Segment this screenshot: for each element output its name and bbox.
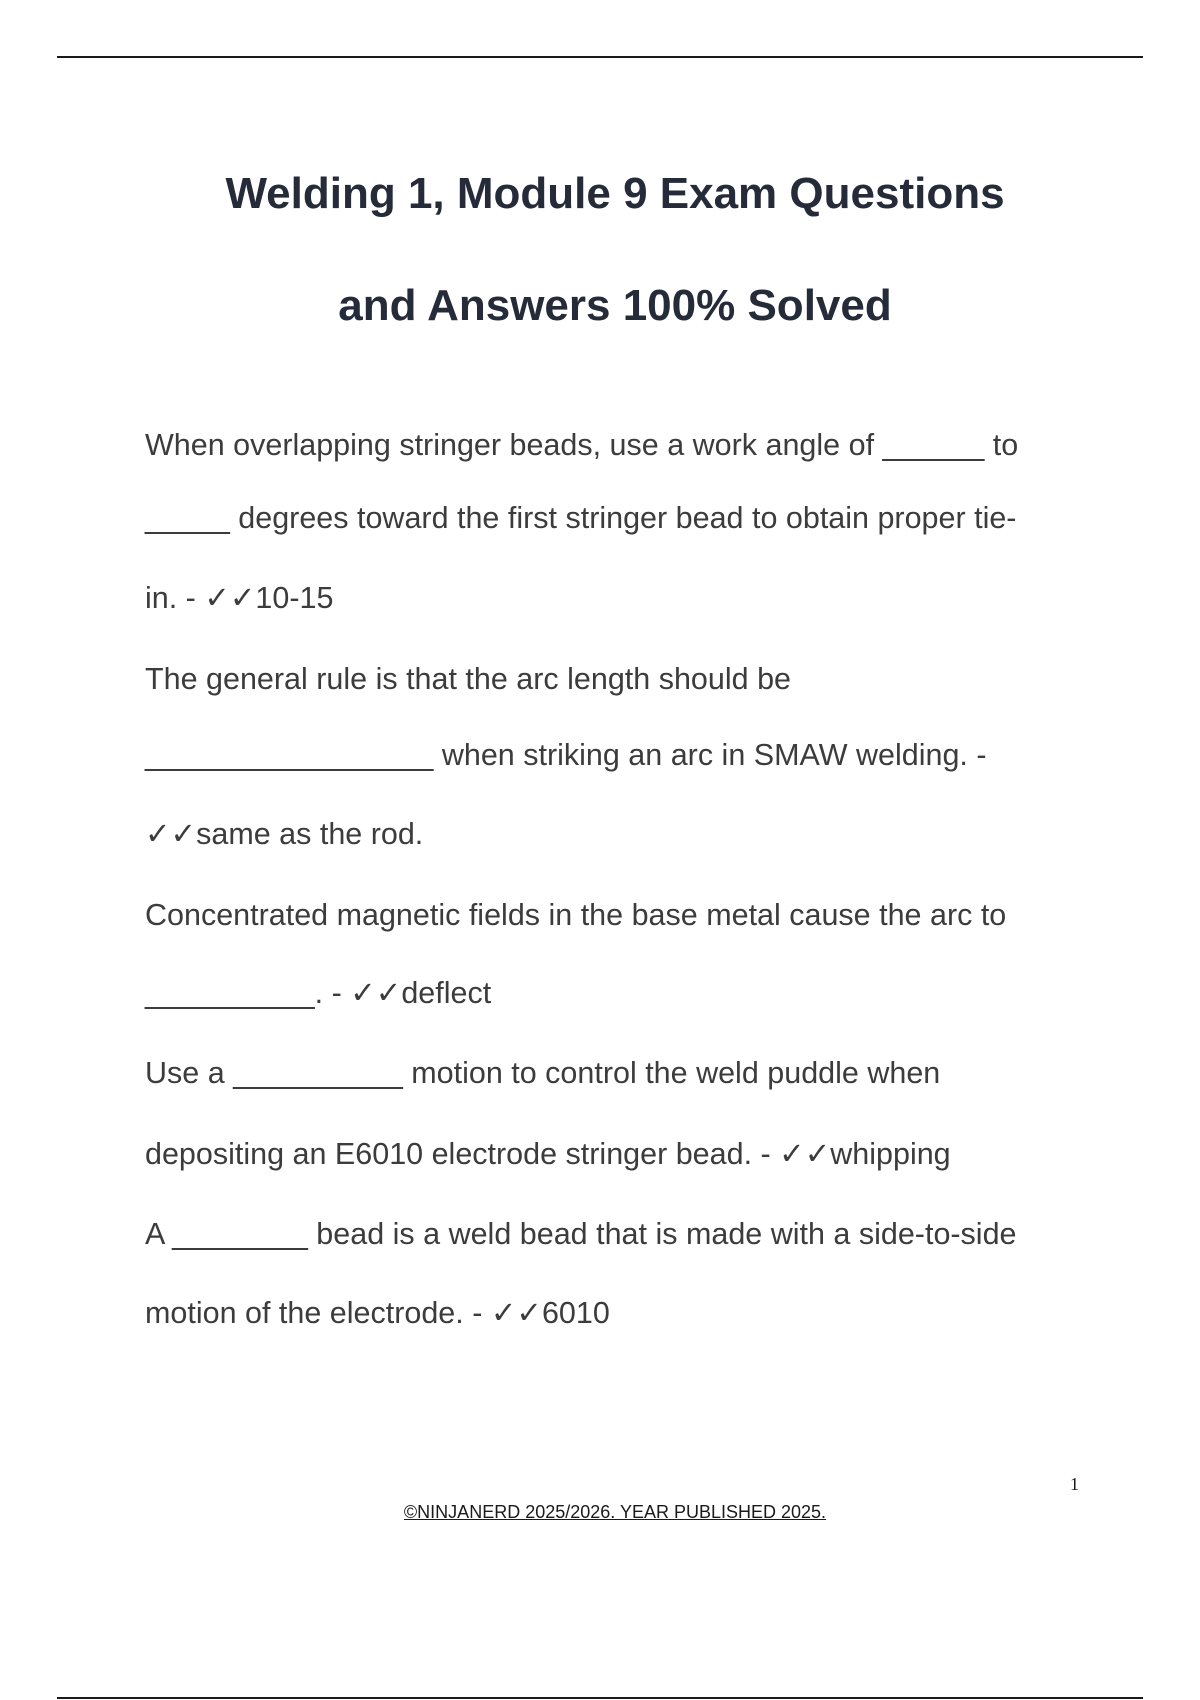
text-line: __________. - ✓✓deflect — [145, 976, 492, 1010]
text-line: _____ degrees toward the first stringer bead to obtain proper tie- — [145, 501, 1017, 535]
title-line-2: and Answers 100% Solved — [338, 281, 892, 330]
text-line: depositing an E6010 electrode stringer bead. - ✓✓whipping — [145, 1137, 951, 1171]
page-number: 1 — [1070, 1474, 1079, 1494]
text-line: Use a __________ motion to control the weld puddle when — [145, 1056, 941, 1090]
text-line: A ________ bead is a weld bead that is made with a side-to-side — [145, 1217, 1017, 1251]
title-line-1: Welding 1, Module 9 Exam Questions — [225, 169, 1005, 218]
document-title — [0, 138, 1200, 362]
text-line: in. - ✓✓10-15 — [145, 581, 334, 615]
text-line: The general rule is that the arc length should be — [145, 662, 791, 696]
text-line: Concentrated magnetic fields in the base metal cause the arc to — [145, 898, 1007, 932]
text-line: When overlapping stringer beads, use a work angle of ______ to — [145, 428, 1019, 462]
copyright-footer: ©NINJANERD 2025/2026. YEAR PUBLISHED 2025. — [403, 1502, 827, 1522]
bottom-rule — [57, 1697, 1143, 1699]
top-rule — [57, 56, 1143, 58]
text-line: motion of the electrode. - ✓✓6010 — [145, 1296, 610, 1330]
text-line: _________________ when striking an arc in SMAW welding. - — [145, 738, 987, 772]
text-line: ✓✓same as the rod. — [145, 817, 424, 851]
